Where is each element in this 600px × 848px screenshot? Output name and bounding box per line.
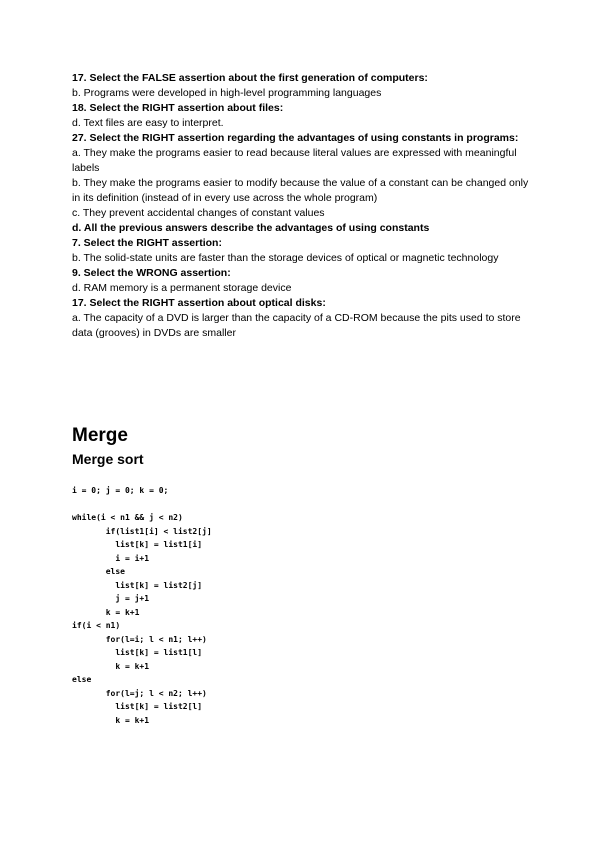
code-line: while(i < n1 && j < n2) xyxy=(72,513,183,522)
question: 17. Select the FALSE assertion about the first generation of computers: xyxy=(72,72,428,84)
question: 18. Select the RIGHT assertion about files: xyxy=(72,102,284,114)
code-line: else xyxy=(72,567,125,576)
code-line: if(i < n1) xyxy=(72,621,121,630)
code-line: for(l=i; l < n1; l++) xyxy=(72,634,207,644)
question: 17. Select the RIGHT assertion about optical disks: xyxy=(72,297,326,309)
code-line: j = j+1 xyxy=(72,594,150,603)
question: 27. Select the RIGHT assertion regarding the advantages of using constants in programs: xyxy=(72,132,519,144)
answer: c. They prevent accidental changes of constant values xyxy=(72,207,325,219)
question: d. All the previous answers describe the advantages of using constants xyxy=(72,222,430,234)
answer: b. They make the programs easier to modify because the value of a constant can be changed only in its definition (instead of in every use across the whole program) xyxy=(72,177,529,204)
code-line: if(list1[i] < list2[j] xyxy=(72,526,212,536)
code-line xyxy=(72,498,212,512)
section-heading: Merge xyxy=(72,425,128,446)
code-line: list[k] = list1[l] xyxy=(72,648,203,657)
code-line: list[k] = list2[j] xyxy=(72,580,203,590)
code-line: k = k+1 xyxy=(72,661,150,671)
subsection-heading: Merge sort xyxy=(72,451,144,467)
answer: b. Programs were developed in high-level programming languages xyxy=(72,87,382,99)
code-line: list[k] = list2[l] xyxy=(72,702,203,711)
code-block xyxy=(72,484,212,727)
answer: b. The solid-state units are faster than the storage devices of optical or magnetic technology xyxy=(72,252,499,264)
answer: d. Text files are easy to interpret. xyxy=(72,117,224,129)
code-line: k = k+1 xyxy=(72,715,150,725)
code-line: k = k+1 xyxy=(72,607,140,617)
answer: d. RAM memory is a permanent storage device xyxy=(72,282,292,294)
quiz-answers xyxy=(72,71,532,341)
answer: a. The capacity of a DVD is larger than the capacity of a CD-ROM because the pits used to store data (grooves) in DVDs are smaller xyxy=(72,312,521,339)
code-line: for(l=j; l < n2; l++) xyxy=(72,688,207,698)
code-line: else xyxy=(72,675,92,684)
code-line: i = 0; j = 0; k = 0; xyxy=(72,486,169,495)
answer: a. They make the programs easier to read because literal values are expressed with meaningful labels xyxy=(72,147,517,174)
question: 7. Select the RIGHT assertion: xyxy=(72,237,222,249)
code-line: i = i+1 xyxy=(72,553,150,563)
code-line: list[k] = list1[i] xyxy=(72,540,203,549)
question: 9. Select the WRONG assertion: xyxy=(72,267,231,279)
